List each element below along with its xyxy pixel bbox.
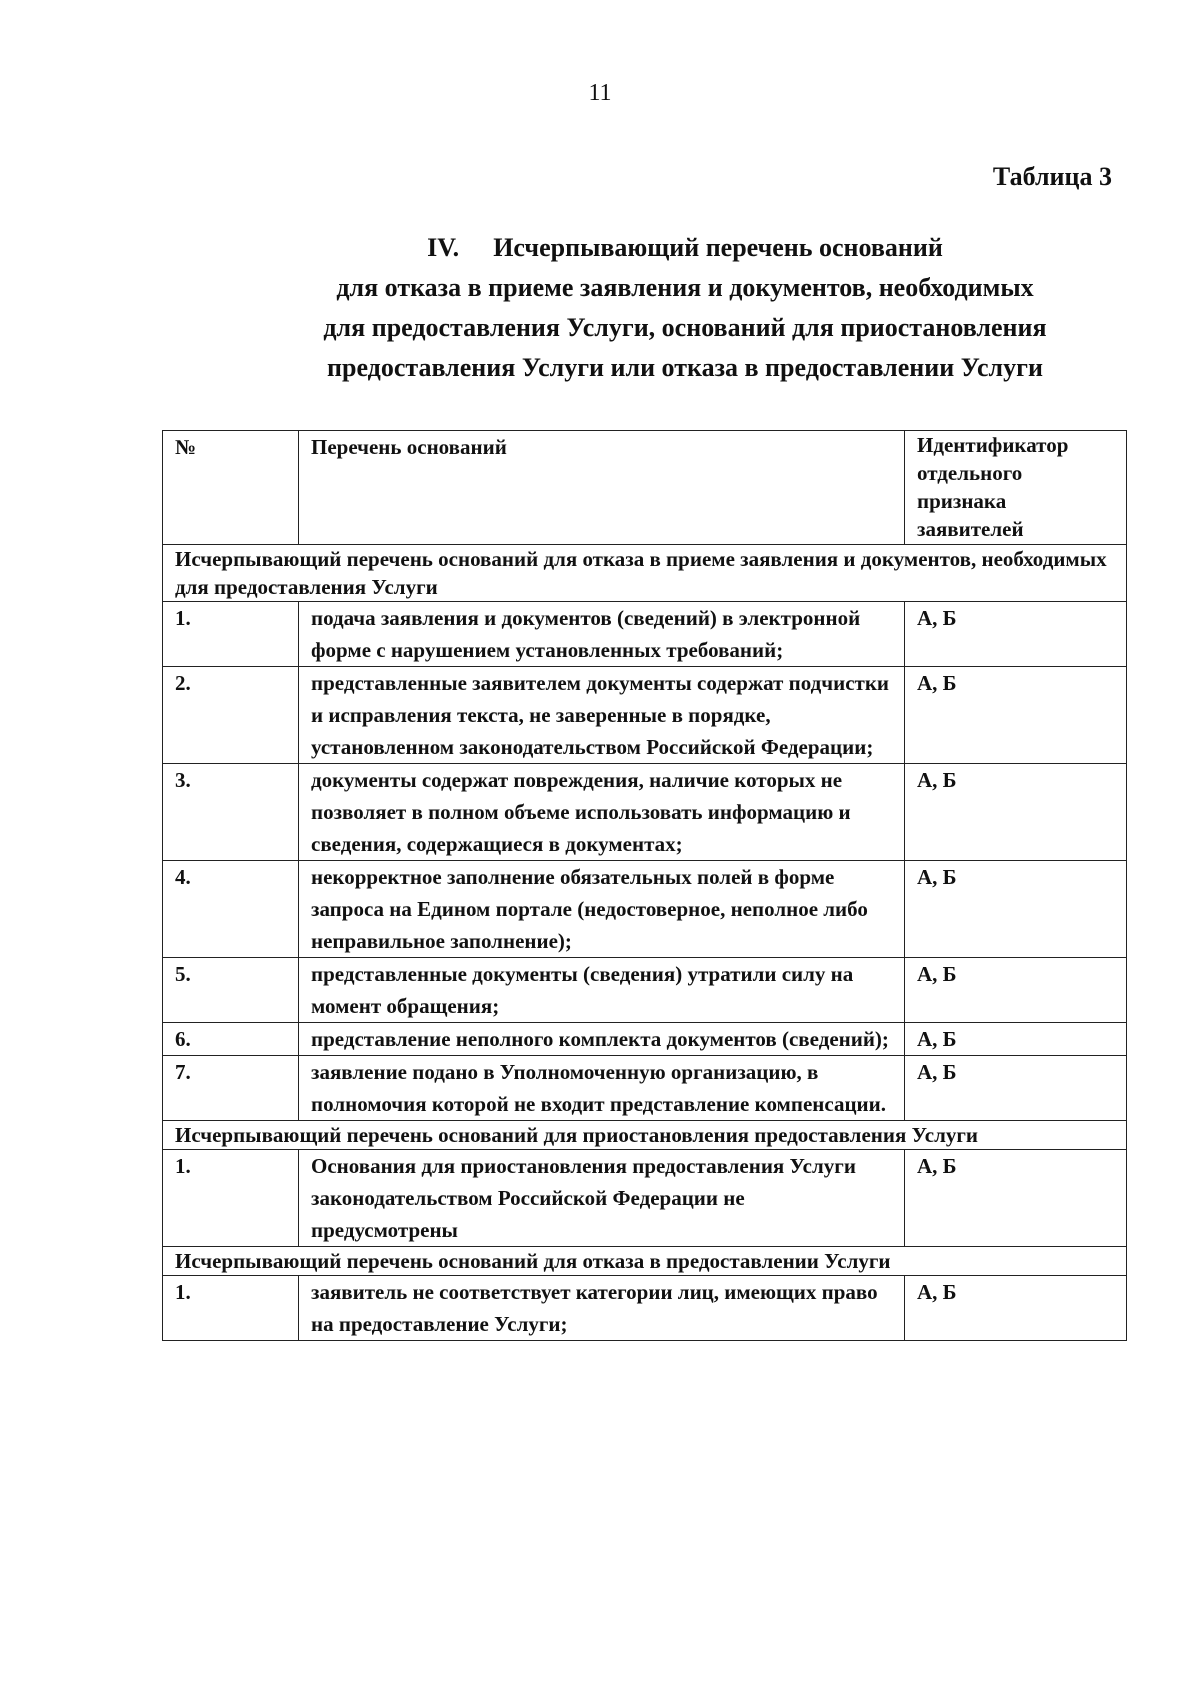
section-row-title: Исчерпывающий перечень оснований для отказа в приеме заявления и документов, необходимых для предоставления Услуги [163, 545, 1127, 602]
row-number: 5. [163, 958, 299, 1023]
row-identifier: А, Б [905, 1056, 1127, 1121]
row-number: 1. [163, 1276, 299, 1341]
table-row [163, 958, 1127, 1023]
row-number: 1. [163, 1150, 299, 1247]
row-identifier: А, Б [905, 958, 1127, 1023]
table-row [163, 861, 1127, 958]
table-row [163, 1150, 1127, 1247]
header-reasons-list: Перечень оснований [299, 431, 905, 545]
section-row [163, 1121, 1127, 1150]
table-row [163, 1276, 1127, 1341]
table-row [163, 667, 1127, 764]
row-number: 1. [163, 602, 299, 667]
row-identifier: А, Б [905, 1150, 1127, 1247]
row-reason: заявитель не соответствует категории лиц, имеющих право на предоставление Услуги; [299, 1276, 905, 1341]
section-row-title: Исчерпывающий перечень оснований для приостановления предоставления Услуги [163, 1121, 1127, 1150]
section-title-text: Исчерпывающий перечень оснований [493, 233, 943, 262]
row-reason: подача заявления и документов (сведений) в электронной форме с нарушением установленных требований; [299, 602, 905, 667]
row-number: 6. [163, 1023, 299, 1056]
section-title-line-3: для предоставления Услуги, оснований для приостановления [323, 313, 1047, 342]
row-identifier: А, Б [905, 667, 1127, 764]
row-reason: представленные документы (сведения) утратили силу на момент обращения; [299, 958, 905, 1023]
table-row [163, 1023, 1127, 1056]
header-applicant-identifier: Идентификатор отдельного признака заявителей [905, 431, 1127, 545]
table-row [163, 1056, 1127, 1121]
row-reason: заявление подано в Уполномоченную организацию, в полномочия которой не входит представление компенсации. [299, 1056, 905, 1121]
row-identifier: А, Б [905, 1023, 1127, 1056]
table-row [163, 764, 1127, 861]
section-title-line-2: для отказа в приеме заявления и документов, необходимых [336, 273, 1034, 302]
section-row-title: Исчерпывающий перечень оснований для отказа в предоставлении Услуги [163, 1247, 1127, 1276]
row-number: 3. [163, 764, 299, 861]
table-row [163, 602, 1127, 667]
row-number: 4. [163, 861, 299, 958]
row-reason: некорректное заполнение обязательных полей в форме запроса на Едином портале (недостоверное, неполное либо неправильное заполнение); [299, 861, 905, 958]
table-label: Таблица 3 [992, 162, 1112, 191]
row-number: 2. [163, 667, 299, 764]
section-title-line-4: предоставления Услуги или отказа в предоставлении Услуги [327, 353, 1043, 382]
reasons-table [162, 430, 1127, 1341]
row-reason: представление неполного комплекта документов (сведений); [299, 1023, 905, 1056]
page-number: 11 [588, 80, 612, 106]
section-row [163, 545, 1127, 602]
row-reason: Основания для приостановления предоставления Услуги законодательством Российской Федерации не предусмотрены [299, 1150, 905, 1247]
row-identifier: А, Б [905, 764, 1127, 861]
row-identifier: А, Б [905, 861, 1127, 958]
row-identifier: А, Б [905, 602, 1127, 667]
row-reason: представленные заявителем документы содержат подчистки и исправления текста, не заверенные в порядке, установленном законодательством Российской Федерации; [299, 667, 905, 764]
table-header-row [163, 431, 1127, 545]
row-number: 7. [163, 1056, 299, 1121]
section-roman-numeral: IV. [427, 233, 460, 262]
section-row [163, 1247, 1127, 1276]
section-title-line-1 [290, 228, 1080, 268]
row-reason: документы содержат повреждения, наличие которых не позволяет в полном объеме использовать информацию и сведения, содержащиеся в документах; [299, 764, 905, 861]
row-identifier: А, Б [905, 1276, 1127, 1341]
section-title [290, 228, 1080, 388]
header-number: № [163, 431, 299, 545]
